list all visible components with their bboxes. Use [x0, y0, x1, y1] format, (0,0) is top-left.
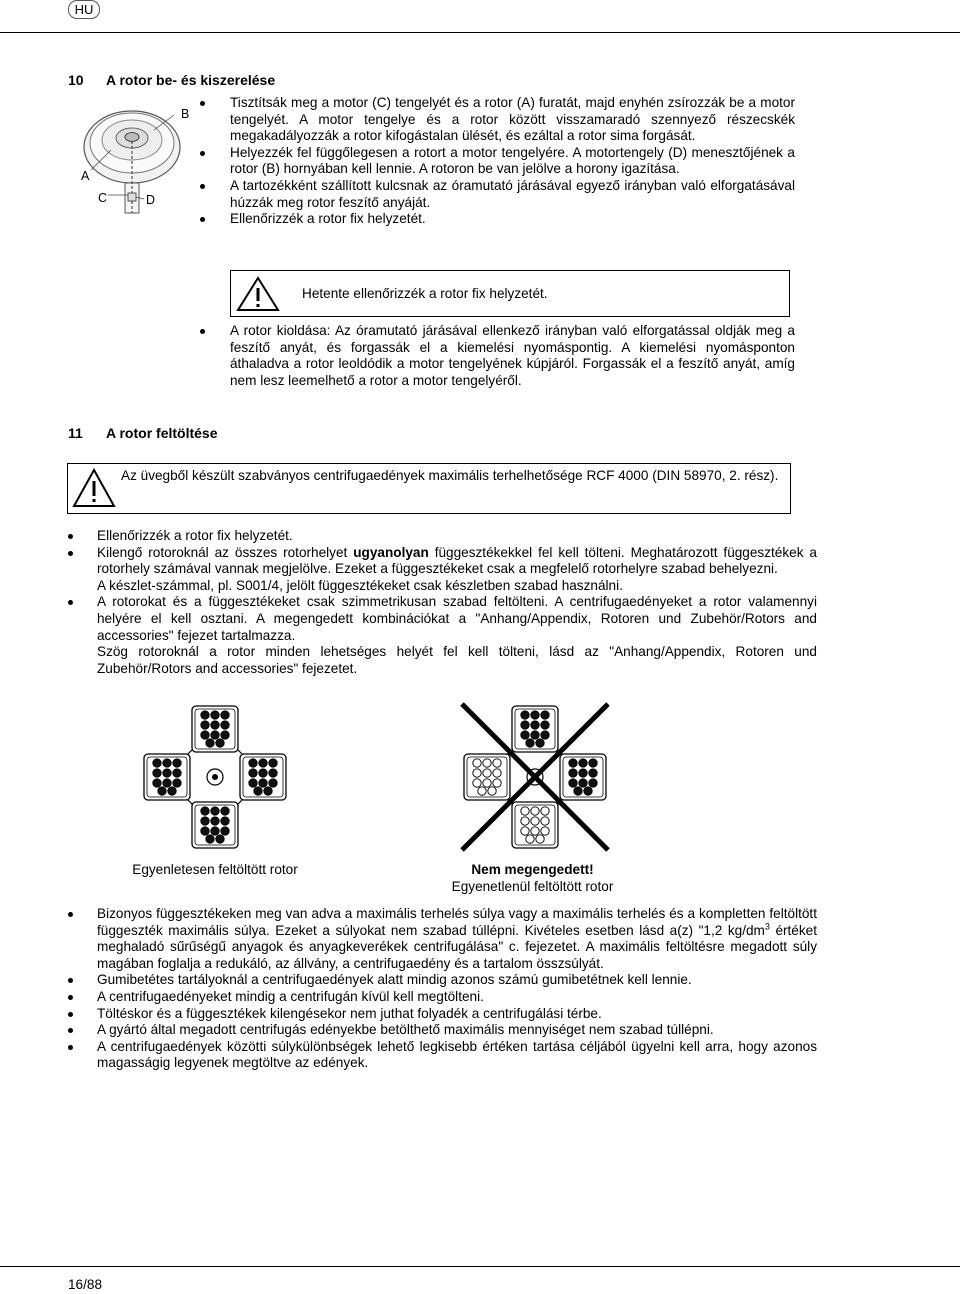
tube-slot — [163, 759, 171, 767]
tube-slot — [211, 711, 219, 719]
tube-slot — [526, 835, 534, 843]
footer-rule — [0, 1266, 960, 1267]
tube-slot — [521, 731, 529, 739]
rotor-mounting-diagram — [76, 95, 196, 220]
tube-slot — [483, 759, 491, 767]
tube-slot — [589, 779, 597, 787]
tube-slot — [493, 759, 501, 767]
section-title: A rotor feltöltése — [106, 425, 218, 441]
rotor-bucket — [192, 802, 238, 848]
tube-slot — [531, 721, 539, 729]
tube-slot — [216, 835, 224, 843]
tube-slot — [473, 759, 481, 767]
tube-slot — [201, 711, 209, 719]
tube-slot — [541, 817, 549, 825]
tube-slot — [579, 769, 587, 777]
emphasis-text: ugyanolyan — [353, 544, 429, 560]
tube-slot — [589, 769, 597, 777]
section-title: A rotor be- és kiszerelése — [106, 72, 276, 88]
tube-slot — [249, 759, 257, 767]
warning-triangle-icon — [72, 468, 116, 508]
list-item: A gyártó által megadott centrifugás edényekbe betölthető maximális mennyiséget nem szabad túllépni. — [97, 1022, 817, 1039]
tube-slot — [168, 787, 176, 795]
section-11-bullets-b — [97, 906, 817, 1072]
list-item: A tartozékként szállított kulcsnak az óramutató járásával egyező irányban való elforgatásával húzzák meg rotor feszítő anyáját. — [230, 177, 795, 210]
list-item: Helyezzék fel függőlegesen a rotort a motor tengelyére. A motortengely (D) menesztőjének a rotor (B) hornyában kell lennie. A rotoron be van jelölve a horony igazítása. — [230, 144, 795, 177]
label-c: C — [98, 191, 108, 205]
section-11-heading — [68, 425, 218, 442]
caption-right-title: Nem megengedett! — [471, 862, 594, 877]
tube-slot — [211, 721, 219, 729]
tube-slot — [584, 787, 592, 795]
tube-slot — [589, 759, 597, 767]
tube-slot — [264, 787, 272, 795]
tube-slot — [493, 769, 501, 777]
tube-slot — [221, 827, 229, 835]
rotor-hub — [185, 747, 245, 807]
tube-slot — [483, 769, 491, 777]
tube-slot — [163, 779, 171, 787]
list-item: Ellenőrizzék a rotor fix helyzetét. — [230, 211, 795, 228]
tube-slot — [531, 817, 539, 825]
tube-slot — [206, 739, 214, 747]
tube-slot — [488, 787, 496, 795]
tube-slot — [173, 769, 181, 777]
tube-slot — [221, 807, 229, 815]
rotor-unevenly-loaded-figure — [460, 702, 610, 852]
list-item: Bizonyos függesztékeken meg van adva a maximális terhelés súlya vagy a maximális terhelés és a kompletten feltöltött függeszték maximális súlya. Ezeket a súlyokat nem szabad túllépni. Kivételes esetben lásd a(z) "1,2 $kg/dm^3$ értéket meghaladó sűrűségű anyagok és anyagkeverékek centrifugálása" c. fejezetet. A maximális feltöltésre megadott súly magában foglalja a redukáló, az állvány, a centrifugaedény és a tartalom összsúlyát. — [97, 906, 817, 971]
tube-slot — [531, 731, 539, 739]
tube-slot — [493, 779, 501, 787]
tube-slot — [483, 779, 491, 787]
caption-right — [420, 862, 645, 895]
tube-slot — [254, 787, 262, 795]
tube-slot — [269, 779, 277, 787]
list-item: A rotorokat és a függesztékeket csak szimmetrikusan szabad feltölteni. A centrifugaedényeket a rotor valamennyi helyére el kell osztani. A megengedett kombinációkat a "Anhang/Appendix, Rotoren und Zubehör/Rotors and accessories" fejezet tartalmazza. Szög rotoroknál a rotor minden lehetséges helyét fel kell tölteni, lásd az "Anhang/Appendix, Rotoren und Zubehör/Rotors and accessories" fejezetet. — [97, 594, 817, 676]
rotor-bucket — [144, 754, 190, 800]
tube-slot — [201, 721, 209, 729]
tube-slot — [521, 711, 529, 719]
tube-slot — [259, 759, 267, 767]
rotor-bucket — [240, 754, 286, 800]
tube-slot — [473, 779, 481, 787]
tube-slot — [521, 817, 529, 825]
language-badge: HU — [68, 0, 100, 19]
section-10-heading — [68, 72, 275, 89]
tube-slot — [569, 779, 577, 787]
tube-slot — [536, 739, 544, 747]
label-d: D — [146, 193, 156, 207]
tube-slot — [521, 807, 529, 815]
section-number: 10 — [68, 72, 84, 88]
tube-slot — [579, 759, 587, 767]
caption-left: Egyenletesen feltöltött rotor — [132, 862, 298, 877]
tube-slot — [541, 731, 549, 739]
list-item: Ellenőrizzék a rotor fix helyzetét. — [97, 528, 817, 545]
list-item: Tisztítsák meg a motor (C) tengelyét és a rotor (A) furatát, majd enyhén zsírozzák be a motor tengelyét. A motor tengelye és a rotor között visszamaradó szennyező részecskék megakadályozzák a rotor kifogástalan ülését, és ezáltal a rotor sima forgását. — [230, 95, 795, 144]
section-11-bullets-a — [97, 528, 817, 677]
tube-slot — [201, 731, 209, 739]
list-item: Töltéskor és a függesztékek kilengésekor nem juthat folyadék a centrifugálási térbe. — [97, 1006, 817, 1023]
section-10-bullets-after — [230, 323, 795, 389]
tube-slot — [526, 739, 534, 747]
tube-slot — [259, 769, 267, 777]
warning-text-glass: Az üvegből készült szabványos centrifugaedények maximális terhelhetősége RCF 4000 (DIN 58970, 2. rész). — [121, 468, 779, 483]
list-item: Kilengő rotoroknál az összes rotorhelyet ugyanolyan függesztékekkel fel kell tölteni. Meghatározott függesztékek a rotorhely számával vannak megjelölve. Ezeket a függesztékeket csak a megfelelő rotorhelyre szabad behelyezni. A készlet-számmal, pl. S001/4, jelölt függesztékeket csak készletben szabad használni. — [97, 544, 817, 593]
rotor-bucket — [560, 754, 606, 800]
section-number: 11 — [68, 425, 83, 441]
rotor-bucket — [512, 706, 558, 752]
tube-slot — [541, 807, 549, 815]
warning-text-weekly: Hetente ellenőrizzék a rotor fix helyzetét. — [302, 286, 548, 301]
tube-slot — [173, 779, 181, 787]
tube-slot — [531, 711, 539, 719]
page-number: 16/88 — [68, 1277, 103, 1292]
tube-slot — [249, 769, 257, 777]
tube-slot — [153, 769, 161, 777]
list-item: A centrifugaedények közötti súlykülönbségek lehető legkisebb értéken tartása céljából ügyelni kell arra, hogy azonos magasságig legyenek megtöltve az edények. — [97, 1038, 817, 1071]
rotor-bucket — [192, 706, 238, 752]
tube-slot — [158, 787, 166, 795]
tube-slot — [536, 835, 544, 843]
rotor-evenly-loaded-figure — [140, 702, 290, 852]
tube-slot — [221, 817, 229, 825]
tube-slot — [478, 787, 486, 795]
tube-slot — [211, 731, 219, 739]
tube-slot — [153, 779, 161, 787]
tube-slot — [521, 827, 529, 835]
tube-slot — [211, 827, 219, 835]
tube-slot — [163, 769, 171, 777]
caption-right-subtitle: Egyenetlenül feltöltött rotor — [451, 878, 614, 894]
warning-triangle-icon — [236, 276, 280, 312]
tube-slot — [541, 827, 549, 835]
tube-slot — [221, 721, 229, 729]
tube-slot — [211, 817, 219, 825]
label-a: A — [81, 169, 90, 183]
tube-slot — [579, 779, 587, 787]
tube-slot — [211, 807, 219, 815]
tube-slot — [259, 779, 267, 787]
tube-slot — [569, 769, 577, 777]
list-item: A centrifugaedényeket mindig a centrifugán kívül kell megtölteni. — [97, 989, 817, 1006]
section-10-bullets — [230, 95, 795, 228]
tube-slot — [541, 711, 549, 719]
list-item: A rotor kioldása: Az óramutató járásával ellenkező irányban való elforgatással oldják meg a feszítő anyát, és forgassák el a kiemelési nyomáspontig. A kiemelési nyomásponton áthaladva a rotor leoldódik a motor tengelyének kúpjáról. Forgassák el a feszítő anyát, amíg nem lesz leemelhető a rotor a motor tengelyéről. — [230, 323, 795, 388]
tube-slot — [153, 759, 161, 767]
header-rule — [0, 32, 960, 33]
rotor-bucket — [464, 754, 510, 800]
tube-slot — [574, 787, 582, 795]
list-item: Gumibetétes tartályoknál a centrifugaedények alatt mindig azonos számú gumibetétnek kell lennie. — [97, 972, 817, 989]
tube-slot — [269, 759, 277, 767]
tube-slot — [521, 721, 529, 729]
tube-slot — [173, 759, 181, 767]
tube-slot — [221, 731, 229, 739]
tube-slot — [249, 779, 257, 787]
tube-slot — [531, 827, 539, 835]
rotor-bucket — [512, 802, 558, 848]
tube-slot — [541, 721, 549, 729]
tube-slot — [531, 807, 539, 815]
label-b: B — [181, 107, 190, 121]
tube-slot — [206, 835, 214, 843]
tube-slot — [201, 817, 209, 825]
tube-slot — [569, 759, 577, 767]
tube-slot — [216, 739, 224, 747]
tube-slot — [269, 769, 277, 777]
tube-slot — [201, 807, 209, 815]
tube-slot — [201, 827, 209, 835]
tube-slot — [473, 769, 481, 777]
tube-slot — [221, 711, 229, 719]
